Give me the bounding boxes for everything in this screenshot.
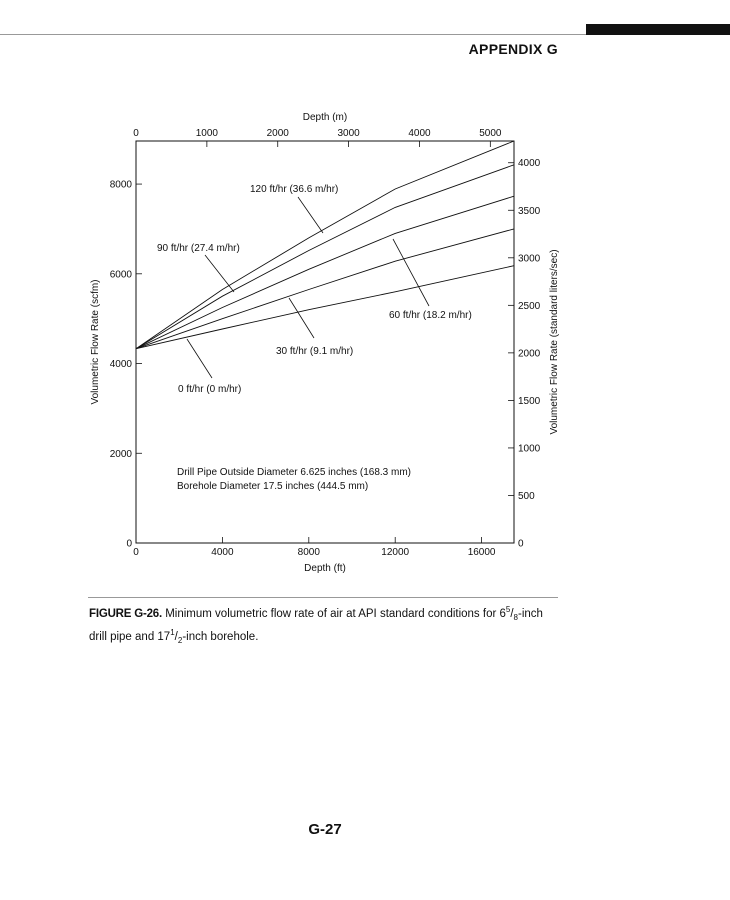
leader-120: [298, 197, 323, 233]
caption-frac2-den: 2: [177, 636, 183, 646]
caption-frac1-num: 5: [505, 605, 511, 614]
x2-tick-label: 4000: [408, 128, 431, 139]
y2-tick-label: 2000: [518, 348, 541, 360]
label-30: 30 ft/hr (9.1 m/hr): [276, 346, 354, 357]
y2-tick-label: 3000: [518, 253, 541, 265]
note-pipe: Drill Pipe Outside Diameter 6.625 inches (168.3 mm): [177, 467, 411, 478]
label-120: 120 ft/hr (36.6 m/hr): [250, 184, 339, 195]
top-axis-ticks: [133, 128, 502, 147]
y2-axis-title: Volumetric Flow Rate (standard liters/sec): [549, 249, 560, 435]
y2-tick-label: 500: [518, 490, 535, 502]
x-axis-title: Depth (ft): [304, 563, 346, 574]
caption-frac1-den: 8: [513, 613, 518, 623]
y-tick-label: 6000: [109, 269, 132, 281]
label-60: 60 ft/hr (18.2 m/hr): [389, 310, 472, 321]
y-tick-label: 0: [126, 538, 132, 550]
x-axis-ticks: [133, 537, 496, 558]
x2-tick-label: 5000: [479, 128, 502, 139]
page-number: G-27: [308, 821, 342, 838]
x2-axis-title: Depth (m): [302, 112, 348, 123]
x-tick-label: 4000: [211, 547, 234, 558]
x-tick-label: 8000: [297, 547, 320, 558]
y2-tick-label: 1000: [518, 443, 541, 455]
x2-tick-label: 2000: [266, 128, 289, 139]
y-tick-label: 8000: [109, 179, 132, 191]
caption-rule: [88, 597, 558, 598]
note-borehole: Borehole Diameter 17.5 inches (444.5 mm): [177, 481, 369, 492]
series-line-0: [136, 266, 514, 349]
leader-90: [205, 255, 234, 292]
caption-frac2-num: 1: [170, 628, 175, 638]
y2-tick-label: 0: [518, 538, 524, 550]
y-axis-title: Volumetric Flow Rate (scfm): [90, 279, 101, 405]
figure-caption: FIGURE G-26. Minimum volumetric flow rate of air at API standard conditions for $6^5/_8$-inch drill pipe and $17^1/_2$-inch borehole.: [89, 605, 543, 646]
x2-tick-label: 1000: [195, 128, 218, 139]
appendix-title: APPENDIX G: [468, 41, 558, 57]
leader-0: [187, 339, 212, 378]
y-axis-ticks: [110, 180, 142, 550]
x-tick-label: 12000: [381, 547, 410, 558]
y2-tick-label: 3500: [518, 205, 541, 217]
y-tick-label: 2000: [109, 448, 132, 460]
y2-tick-label: 1500: [518, 395, 541, 407]
x2-tick-label: 0: [133, 128, 139, 139]
leader-60: [393, 239, 429, 306]
label-90: 90 ft/hr (27.4 m/hr): [157, 243, 240, 254]
caption-text-1: Minimum volumetric flow rate of air at API standard conditions for 6: [165, 607, 506, 620]
caption-label: FIGURE G-26.: [89, 607, 163, 620]
series-line-2: [136, 196, 514, 349]
leader-30: [289, 298, 314, 338]
right-axis-ticks: [508, 158, 541, 549]
y-tick-label: 4000: [109, 359, 132, 371]
y2-tick-label: 2500: [518, 300, 541, 312]
label-0: 0 ft/hr (0 m/hr): [178, 384, 242, 395]
x-tick-label: 0: [133, 547, 139, 558]
y2-tick-label: 4000: [518, 158, 541, 170]
caption-text-3: -inch borehole.: [182, 630, 259, 643]
caption-text-2: -inch drill pipe and 17: [89, 607, 543, 643]
x2-tick-label: 3000: [337, 128, 360, 139]
x-tick-label: 16000: [467, 547, 496, 558]
